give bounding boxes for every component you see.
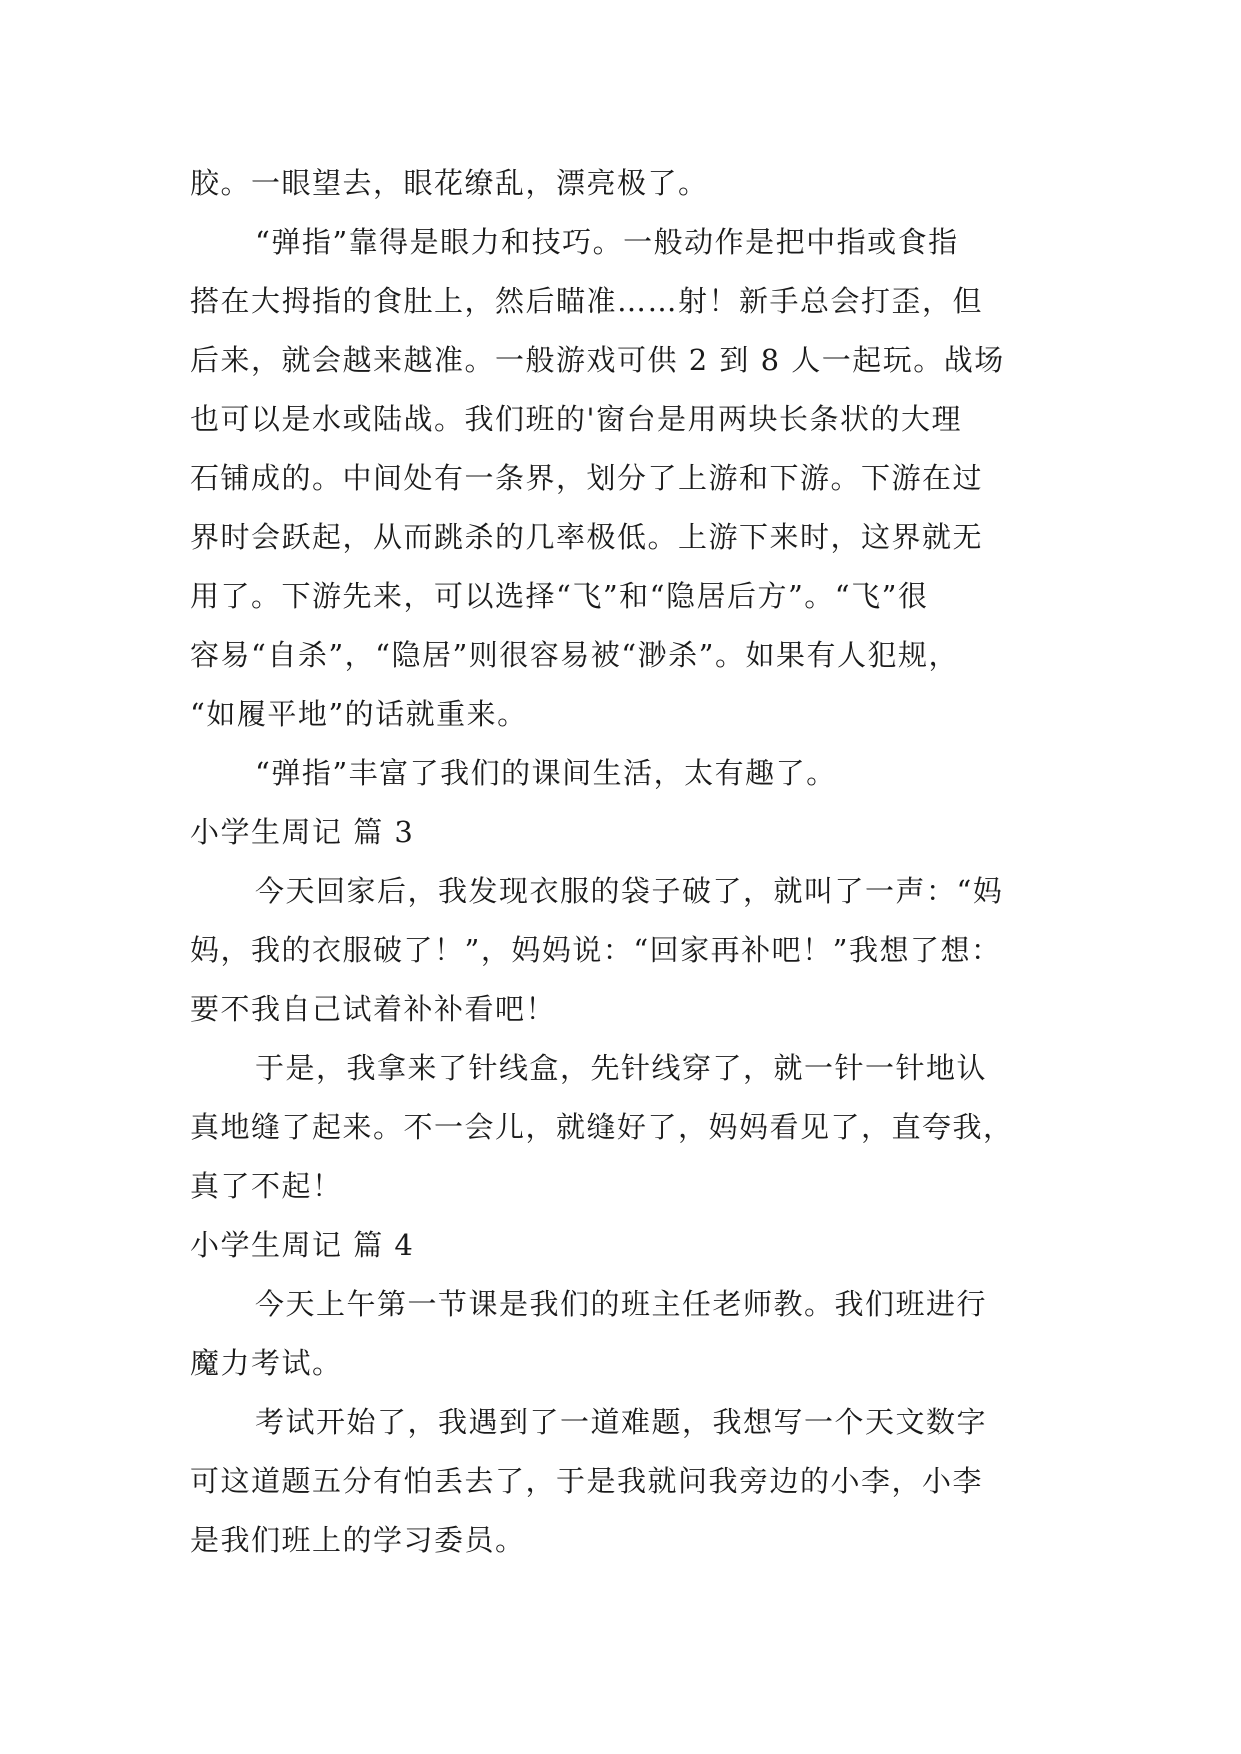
paragraph-line: 后来，就会越来越准。一般游戏可供 2 到 8 人一起玩。战场: [190, 343, 1005, 377]
paragraph-line: 容易“自杀”，“隐居”则很容易被“渺杀”。如果有人犯规，: [190, 638, 959, 672]
paragraph-line: 今天上午第一节课是我们的班主任老师教。我们班进行: [255, 1287, 988, 1321]
paragraph-line: 也可以是水或陆战。我们班的'窗台是用两块长条状的大理: [190, 402, 962, 436]
paragraph-line: “弹指”靠得是眼力和技巧。一般动作是把中指或食指: [255, 225, 959, 259]
paragraph-line: 真地缝了起来。不一会儿，就缝好了，妈妈看见了，直夸我，: [190, 1110, 1014, 1144]
paragraph-line: “弹指”丰富了我们的课间生活，太有趣了。: [255, 756, 837, 790]
paragraph-line: 石铺成的。中间处有一条界，划分了上游和下游。下游在过: [190, 461, 984, 495]
paragraph-line: 考试开始了，我遇到了一道难题，我想写一个天文数字: [255, 1405, 988, 1439]
paragraph-line: 可这道题五分有怕丢去了，于是我就问我旁边的小李，小李: [190, 1464, 984, 1498]
section-heading: 小学生周记 篇 4: [190, 1228, 415, 1262]
paragraph-line: 要不我自己试着补补看吧！: [190, 992, 557, 1026]
paragraph-line: 用了。下游先来，可以选择“飞”和“隐居后方”。“飞”很: [190, 579, 929, 613]
section-heading: 小学生周记 篇 3: [190, 815, 415, 849]
paragraph-line: 今天回家后，我发现衣服的袋子破了，就叫了一声：“妈: [255, 874, 1004, 908]
paragraph-line: 于是，我拿来了针线盒，先针线穿了，就一针一针地认: [255, 1051, 988, 1085]
paragraph-line: 界时会跃起，从而跳杀的几率极低。上游下来时，这界就无: [190, 520, 984, 554]
paragraph-line: 是我们班上的学习委员。: [190, 1523, 526, 1557]
paragraph-line: “如履平地”的话就重来。: [190, 697, 528, 731]
paragraph-line: 妈，我的衣服破了！”，妈妈说：“回家再补吧！”我想了想：: [190, 933, 1002, 967]
paragraph-line: 胶。一眼望去，眼花缭乱，漂亮极了。: [190, 166, 709, 200]
paragraph-line: 真了不起！: [190, 1169, 343, 1203]
paragraph-line: 魔力考试。: [190, 1346, 343, 1380]
paragraph-line: 搭在大拇指的食肚上，然后瞄准……射！新手总会打歪，但: [190, 284, 984, 318]
